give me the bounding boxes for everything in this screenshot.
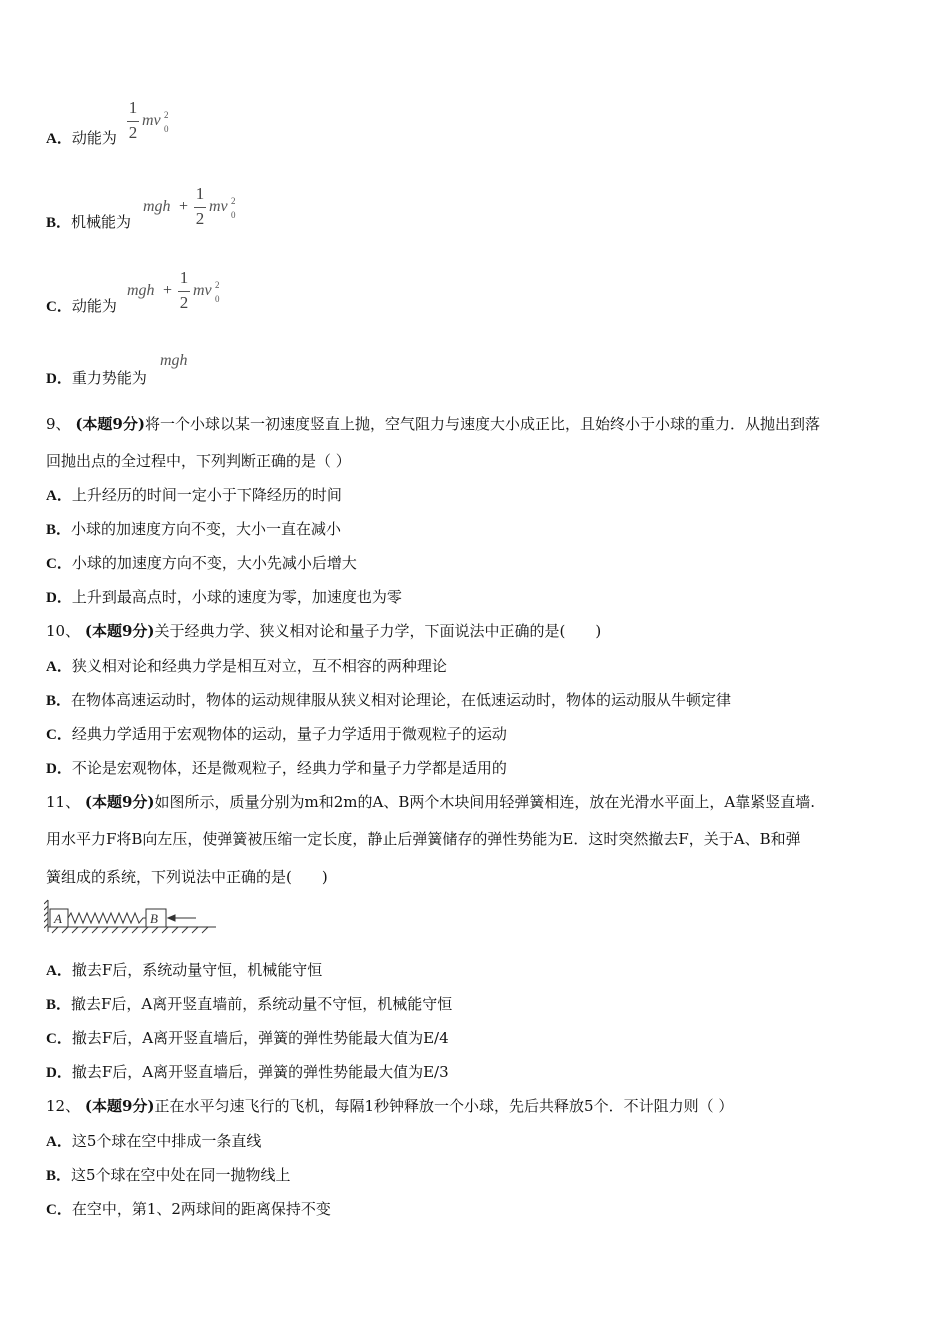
option-text: 上升经历的时间一定小于下降经历的时间 <box>71 486 342 504</box>
option-text: 小球的加速度方向不变，大小一直在减小 <box>71 520 342 538</box>
option-text: 小球的加速度方向不变，大小先减小后增大 <box>71 554 357 572</box>
frac-denominator: 2 <box>179 293 189 312</box>
question-text: 正在水平匀速飞行的飞机，每隔1秒钟释放一个小球，先后共释放5个．不计阻力则（ ） <box>154 1097 734 1115</box>
exponent: 2 <box>164 110 169 120</box>
q11-stem-line2: 用水平力F将B向左压，使弹簧被压缩一定长度，静止后弹簧储存的弹性势能为E．这时突然撤去F，关于A、B和弹 <box>46 830 801 848</box>
frac-bar <box>127 121 139 122</box>
frac-numerator: 1 <box>195 184 205 203</box>
subscript: 0 <box>215 294 220 304</box>
mv-term: mv <box>142 112 161 129</box>
floor-hatching <box>48 927 216 933</box>
option-text: 这5个球在空中处在同一抛物线上 <box>71 1166 291 1184</box>
question-text: 将一个小球以某一初速度竖直上抛，空气阻力与速度大小成正比，且始终小于小球的重力．从抛出到落 <box>144 415 820 433</box>
q11-option-a <box>46 960 322 981</box>
q9-option-a <box>46 485 342 506</box>
question-score: (本题9分) <box>84 793 155 811</box>
q8-a-formula <box>126 98 186 148</box>
option-label: D． <box>46 590 72 606</box>
q11-stem-line3: 簧组成的系统，下列说法中正确的是( ) <box>46 868 328 886</box>
block-b-label: B <box>150 911 158 926</box>
option-text: 重力势能为 <box>71 369 147 387</box>
q8-option-d <box>46 368 147 389</box>
q9-option-c <box>46 553 357 574</box>
mv-term: mv <box>209 198 228 215</box>
option-label: A． <box>46 963 72 979</box>
q9-stem-line1 <box>46 414 820 434</box>
option-label: A． <box>46 488 72 504</box>
question-number: 11、 <box>46 793 81 811</box>
option-label: A． <box>46 1134 72 1150</box>
q8-option-c <box>46 296 117 317</box>
subscript: 0 <box>164 124 169 134</box>
option-text: 撤去F后，A离开竖直墙前，系统动量不守恒，机械能守恒 <box>71 995 453 1013</box>
plus-sign: + <box>163 282 173 299</box>
option-label: B． <box>46 1168 72 1184</box>
frac-numerator: 1 <box>128 98 138 117</box>
q12-option-a <box>46 1131 261 1152</box>
q8-b-formula <box>143 184 253 234</box>
q12-option-b <box>46 1165 291 1186</box>
exponent: 2 <box>215 280 220 290</box>
option-text: 在空中，第1、2两球间的距离保持不变 <box>71 1200 331 1218</box>
q8-option-b <box>46 212 131 233</box>
q10-option-d <box>46 758 507 779</box>
option-text: 不论是宏观物体，还是微观粒子，经典力学和量子力学都是适用的 <box>71 759 507 777</box>
option-label: C． <box>46 556 72 572</box>
option-label: B． <box>46 997 72 1013</box>
q8-option-a <box>46 128 117 149</box>
q11-stem-line1 <box>46 792 815 812</box>
q11-option-d <box>46 1062 449 1083</box>
option-text: 动能为 <box>71 129 117 147</box>
frac-bar <box>178 291 190 292</box>
option-label: A． <box>46 131 72 147</box>
frac-bar <box>194 207 206 208</box>
option-label: B． <box>46 522 72 538</box>
option-label: A． <box>46 659 72 675</box>
plus-sign: + <box>179 198 189 215</box>
question-number: 9、 <box>46 415 71 433</box>
question-number: 10、 <box>46 622 81 640</box>
q11-option-b <box>46 994 452 1015</box>
q9-option-d <box>46 587 402 608</box>
q9-option-b <box>46 519 341 540</box>
q8-c-formula <box>127 268 237 318</box>
option-text: 撤去F后，A离开竖直墙后，弹簧的弹性势能最大值为E/4 <box>71 1029 449 1047</box>
frac-numerator: 1 <box>179 268 189 287</box>
spring <box>68 913 146 923</box>
option-label: D． <box>46 1065 72 1081</box>
q12-option-c <box>46 1199 331 1220</box>
q10-option-c <box>46 724 507 745</box>
option-text: 这5个球在空中排成一条直线 <box>71 1132 262 1150</box>
option-label: C． <box>46 1031 72 1047</box>
mgh-term: mgh <box>127 282 155 299</box>
q12-stem <box>46 1096 733 1116</box>
option-label: C． <box>46 1202 72 1218</box>
force-arrow <box>168 915 196 921</box>
question-text: 关于经典力学、狭义相对论和量子力学，下面说法中正确的是( ) <box>154 622 602 640</box>
question-score: (本题9分) <box>84 1097 155 1115</box>
option-label: C． <box>46 299 72 315</box>
exponent: 2 <box>231 196 236 206</box>
question-text: 如图所示，质量分别为m和2m的A、B两个木块间用轻弹簧相连，放在光滑水平面上，A靠紧竖直墙. <box>154 793 815 811</box>
q10-option-a <box>46 656 447 677</box>
option-text: 撤去F后，A离开竖直墙后，弹簧的弹性势能最大值为E/3 <box>71 1063 449 1081</box>
question-score: (本题9分) <box>84 622 155 640</box>
frac-denominator: 2 <box>195 209 205 228</box>
wall-hatching <box>44 900 48 932</box>
option-label: D． <box>46 371 72 387</box>
q11-option-c <box>46 1028 449 1049</box>
q10-option-b <box>46 690 731 711</box>
question-score: (本题9分) <box>75 415 145 433</box>
option-text: 在物体高速运动时，物体的运动规律服从狭义相对论理论，在低速运动时，物体的运动服从牛顿定律 <box>71 691 732 709</box>
option-text: 机械能为 <box>71 213 132 231</box>
mgh-term: mgh <box>160 352 188 369</box>
spring-block-diagram <box>44 896 216 936</box>
mv-term: mv <box>193 282 212 299</box>
question-number: 12、 <box>46 1097 81 1115</box>
option-text: 上升到最高点时，小球的速度为零，加速度也为零 <box>71 588 402 606</box>
option-label: B． <box>46 693 72 709</box>
subscript: 0 <box>231 210 236 220</box>
q8-d-formula <box>160 352 200 374</box>
option-text: 狭义相对论和经典力学是相互对立，互不相容的两种理论 <box>71 657 447 675</box>
option-text: 动能为 <box>71 297 117 315</box>
option-label: D． <box>46 761 72 777</box>
q10-stem <box>46 621 601 641</box>
option-text: 经典力学适用于宏观物体的运动，量子力学适用于微观粒子的运动 <box>71 725 507 743</box>
option-label: C． <box>46 727 72 743</box>
block-a-label: A <box>54 911 62 926</box>
mgh-term: mgh <box>143 198 171 215</box>
q9-stem-line2: 回抛出点的全过程中，下列判断正确的是（ ） <box>46 452 351 470</box>
option-label: B． <box>46 215 72 231</box>
option-text: 撤去F后，系统动量守恒，机械能守恒 <box>71 961 323 979</box>
frac-denominator: 2 <box>128 123 138 142</box>
